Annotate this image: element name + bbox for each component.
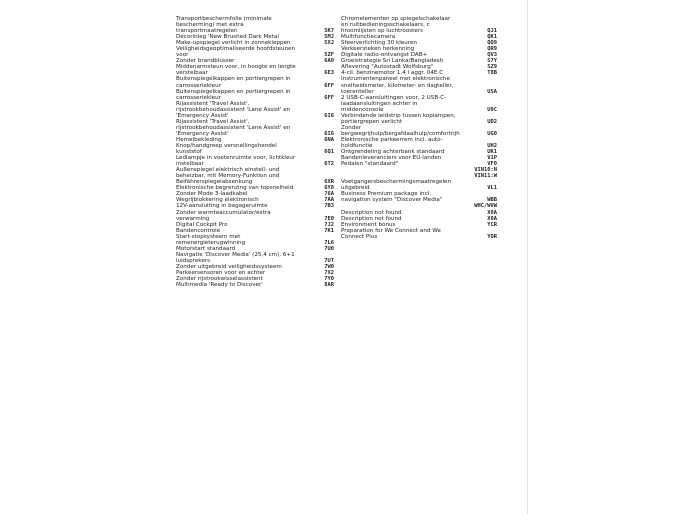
option-description: Digital Cockpit Pro: [176, 221, 228, 228]
option-code: 7W0: [324, 263, 334, 270]
option-description: Buitenspiegelkappen en portiergrepen in carrosseriekleur: [176, 76, 291, 89]
option-description: Parkeersensoren voor en achter: [176, 269, 266, 276]
option-row: [176, 119, 334, 137]
option-code: 6FF: [324, 94, 334, 101]
option-row: [341, 179, 497, 191]
option-row: [176, 282, 334, 288]
option-row: [176, 210, 334, 222]
option-row: [176, 143, 334, 155]
option-code: 6A0: [324, 58, 334, 65]
option-code: 7AA: [324, 197, 334, 204]
option-description: Ledlampje in voetenruimte voor, lichtkleur instelbaar: [176, 155, 296, 168]
option-code: QV3: [487, 52, 497, 59]
option-code: QJ1: [487, 28, 497, 35]
option-description: Motorstart standaard: [176, 245, 236, 252]
option-code: X0A: [487, 209, 497, 216]
option-code: 7UT: [324, 257, 334, 264]
option-description: Ontgrendeling achterbank standaard: [341, 149, 445, 156]
option-code: U9C: [487, 106, 497, 113]
option-code: UD2: [487, 118, 497, 125]
option-description: Multifunctiecamera: [341, 34, 396, 41]
option-description: Business Premium package incl. navigation system "Discover Media": [341, 191, 443, 204]
option-row: [176, 155, 334, 167]
option-code: T8B: [487, 70, 497, 77]
option-description: Wegrijblokkering elektronisch: [176, 197, 259, 204]
option-row: [341, 95, 497, 113]
option-description: Buitenspiegelkappen en portiergrepen in carrosseriekleur: [176, 88, 291, 101]
option-code: WHC/WVW: [474, 203, 497, 210]
option-row: [176, 16, 334, 34]
option-row: [176, 76, 334, 88]
option-code: QK1: [487, 34, 497, 41]
option-code: UH2: [487, 142, 497, 149]
option-description: Zonder uitgebreid veiligheidssysteem: [176, 263, 282, 270]
option-code: 6E3: [324, 70, 334, 77]
option-code: 5K7: [324, 28, 334, 35]
option-code: 6Y8: [324, 185, 334, 192]
option-description: Verkeersteken herkenning: [341, 46, 415, 53]
option-description: Description not found: [341, 215, 402, 222]
option-description: Elektronische begrenzing van topsnelheid: [176, 185, 294, 192]
option-code: 7L6: [324, 239, 334, 246]
option-code: USA: [487, 88, 497, 95]
option-description: Transportbeschermfolie (minimale bescherming) met extra transportmaatregelen: [176, 16, 272, 35]
option-code: 8AR: [324, 282, 334, 289]
option-description: Zonder warmteaccumulator/extra verwarming: [176, 209, 271, 222]
option-description: Make-upspiegel verlicht in zonnekleppen: [176, 40, 291, 47]
option-description: Navigatie 'Discover Media' (25,4 cm), 6+1 luidsprekers: [176, 251, 295, 264]
option-description: Elektronische parkeerrem incl. auto- holdfunctie: [341, 136, 443, 149]
option-description: 4-cil. benzinemotor 1,4 l aggr. 04E.C: [341, 70, 444, 77]
option-code: UG0: [487, 130, 497, 137]
option-row: [341, 137, 497, 149]
option-code: 5ZF: [324, 52, 334, 59]
option-description: Rijassistent 'Travel Assist', rijstrookbehoudassistent 'Lane Assist' en 'Emergency Assist': [176, 118, 291, 137]
option-description: Zonder rijstrookwisselassistent: [176, 276, 263, 283]
option-description: Knop/handgreep versnellingshendel kunststof: [176, 142, 277, 156]
page-edge-divider: [527, 0, 528, 514]
option-code: VL1: [487, 185, 497, 192]
option-code: 7B3: [324, 203, 334, 210]
option-description: 2 USB-C-aansluitingen voor, 2 USB-C- laadaansluitingen achter in middenconsole: [341, 94, 447, 113]
option-code: YCR: [487, 221, 497, 228]
option-description: Environment bonus: [341, 221, 396, 228]
option-row: [341, 16, 497, 34]
option-code: WBB: [487, 197, 497, 204]
option-description: Verbindende leidstrip tussen koplampen, portiergrepen verlicht: [341, 112, 456, 125]
option-description: Digitale radio-ontvangst DAB+: [341, 52, 428, 59]
option-code: V1P: [487, 155, 497, 162]
option-code: S7Y: [487, 58, 497, 65]
option-description: Preparation for We Connect and We Connect Plus: [341, 227, 441, 240]
options-column-left: [176, 16, 334, 288]
option-description: Aflevering "Autostadt Wolfsburg": [341, 64, 434, 71]
option-description: Multimedia 'Ready to Discover': [176, 282, 263, 289]
option-code: 6I6: [324, 112, 334, 119]
option-code: VIN10:N: [474, 167, 497, 174]
option-row: [341, 228, 497, 240]
option-code: QQ9: [487, 40, 497, 47]
option-description: Pedalen "standaard": [341, 161, 399, 168]
option-code: UK1: [487, 149, 497, 156]
option-row: [176, 252, 334, 264]
option-code: 6XR: [324, 179, 334, 186]
options-column-right: [341, 16, 497, 240]
option-row: [176, 101, 334, 119]
option-description: 12V-aansluiting in bagageruimte: [176, 203, 268, 210]
option-description: Sfeerverlichting 30 kleuren: [341, 40, 417, 47]
option-description: Veiligheidsgeoptimaliseerde hoofdsteunen voor: [176, 46, 296, 59]
option-code: 6FF: [324, 82, 334, 89]
option-row: [176, 167, 334, 185]
option-code: 6I6: [324, 130, 334, 137]
option-description: Voetgangersbeschermingsmaatregelen uitgebreid: [341, 179, 452, 192]
option-row: [341, 125, 497, 137]
option-row: [341, 76, 497, 94]
option-row: [341, 113, 497, 125]
option-description: Description not found: [341, 209, 402, 216]
option-code: 6T2: [324, 161, 334, 168]
option-code: 7K1: [324, 227, 334, 234]
option-code: 5MJ: [324, 34, 334, 41]
option-code: QR9: [487, 46, 497, 53]
option-code: 7U0: [324, 245, 334, 252]
option-description: Instrumentenpaneel met elektronische snelheidsmeter, kilometer- en dagteller, toerenteller: [341, 76, 454, 95]
option-description: Start-stopsysteem met remenergieterugwinning: [176, 233, 246, 246]
option-code: 7X2: [324, 269, 334, 276]
option-code: 76A: [324, 191, 334, 198]
option-row: [176, 64, 334, 76]
option-description: Bandencontrole: [176, 227, 221, 234]
option-code: 5XJ: [324, 40, 334, 47]
option-description: Zonder brandblusser: [176, 58, 235, 65]
option-code: X0A: [487, 215, 497, 222]
option-description: Zonder bergwegrijhulp/bergafdaalhulp/comfortrijh: [341, 124, 460, 137]
option-description: Decorinleg 'New Brushed Dark Metal: [176, 34, 279, 41]
option-description: Rijassistent 'Travel Assist', rijstrookbehoudassistent 'Lane Assist' en 'Emergency Assist': [176, 100, 291, 119]
option-row: [176, 46, 334, 58]
option-row: [176, 89, 334, 101]
option-code: 6Q1: [324, 149, 334, 156]
option-row: [341, 191, 497, 203]
option-code: 7E0: [324, 215, 334, 222]
option-code: SZ9: [487, 64, 497, 71]
option-row: [176, 234, 334, 246]
option-description: Außenspiegel elektrisch einstell- und beheizbar, mit Memory-Funktion und Beifährerspiegelabsenkung: [176, 167, 280, 186]
option-code: 6NA: [324, 136, 334, 143]
option-code: 7J2: [324, 221, 334, 228]
option-description: Hemelbekleding: [176, 136, 222, 143]
option-code: YOR: [487, 233, 497, 240]
option-code: 7Y0: [324, 276, 334, 283]
option-code: VF0: [487, 161, 497, 168]
option-description: Groeistrategie Sri Lanka/Bangladesh: [341, 58, 444, 65]
option-code: VIN11:W: [474, 173, 497, 180]
option-description: Zonder Mode 3-laadkabel: [176, 191, 248, 198]
option-description: Bandenleveranciers voor EU-landen: [341, 155, 442, 162]
option-description: Chromelementen op spiegelschakelaar en ruitbedieningsschakelaars, c hroomlijsten op luchtroosters: [341, 16, 451, 35]
option-description: Middenarmsteun voor, in hoogte en lengte verstelbaar: [176, 64, 296, 77]
